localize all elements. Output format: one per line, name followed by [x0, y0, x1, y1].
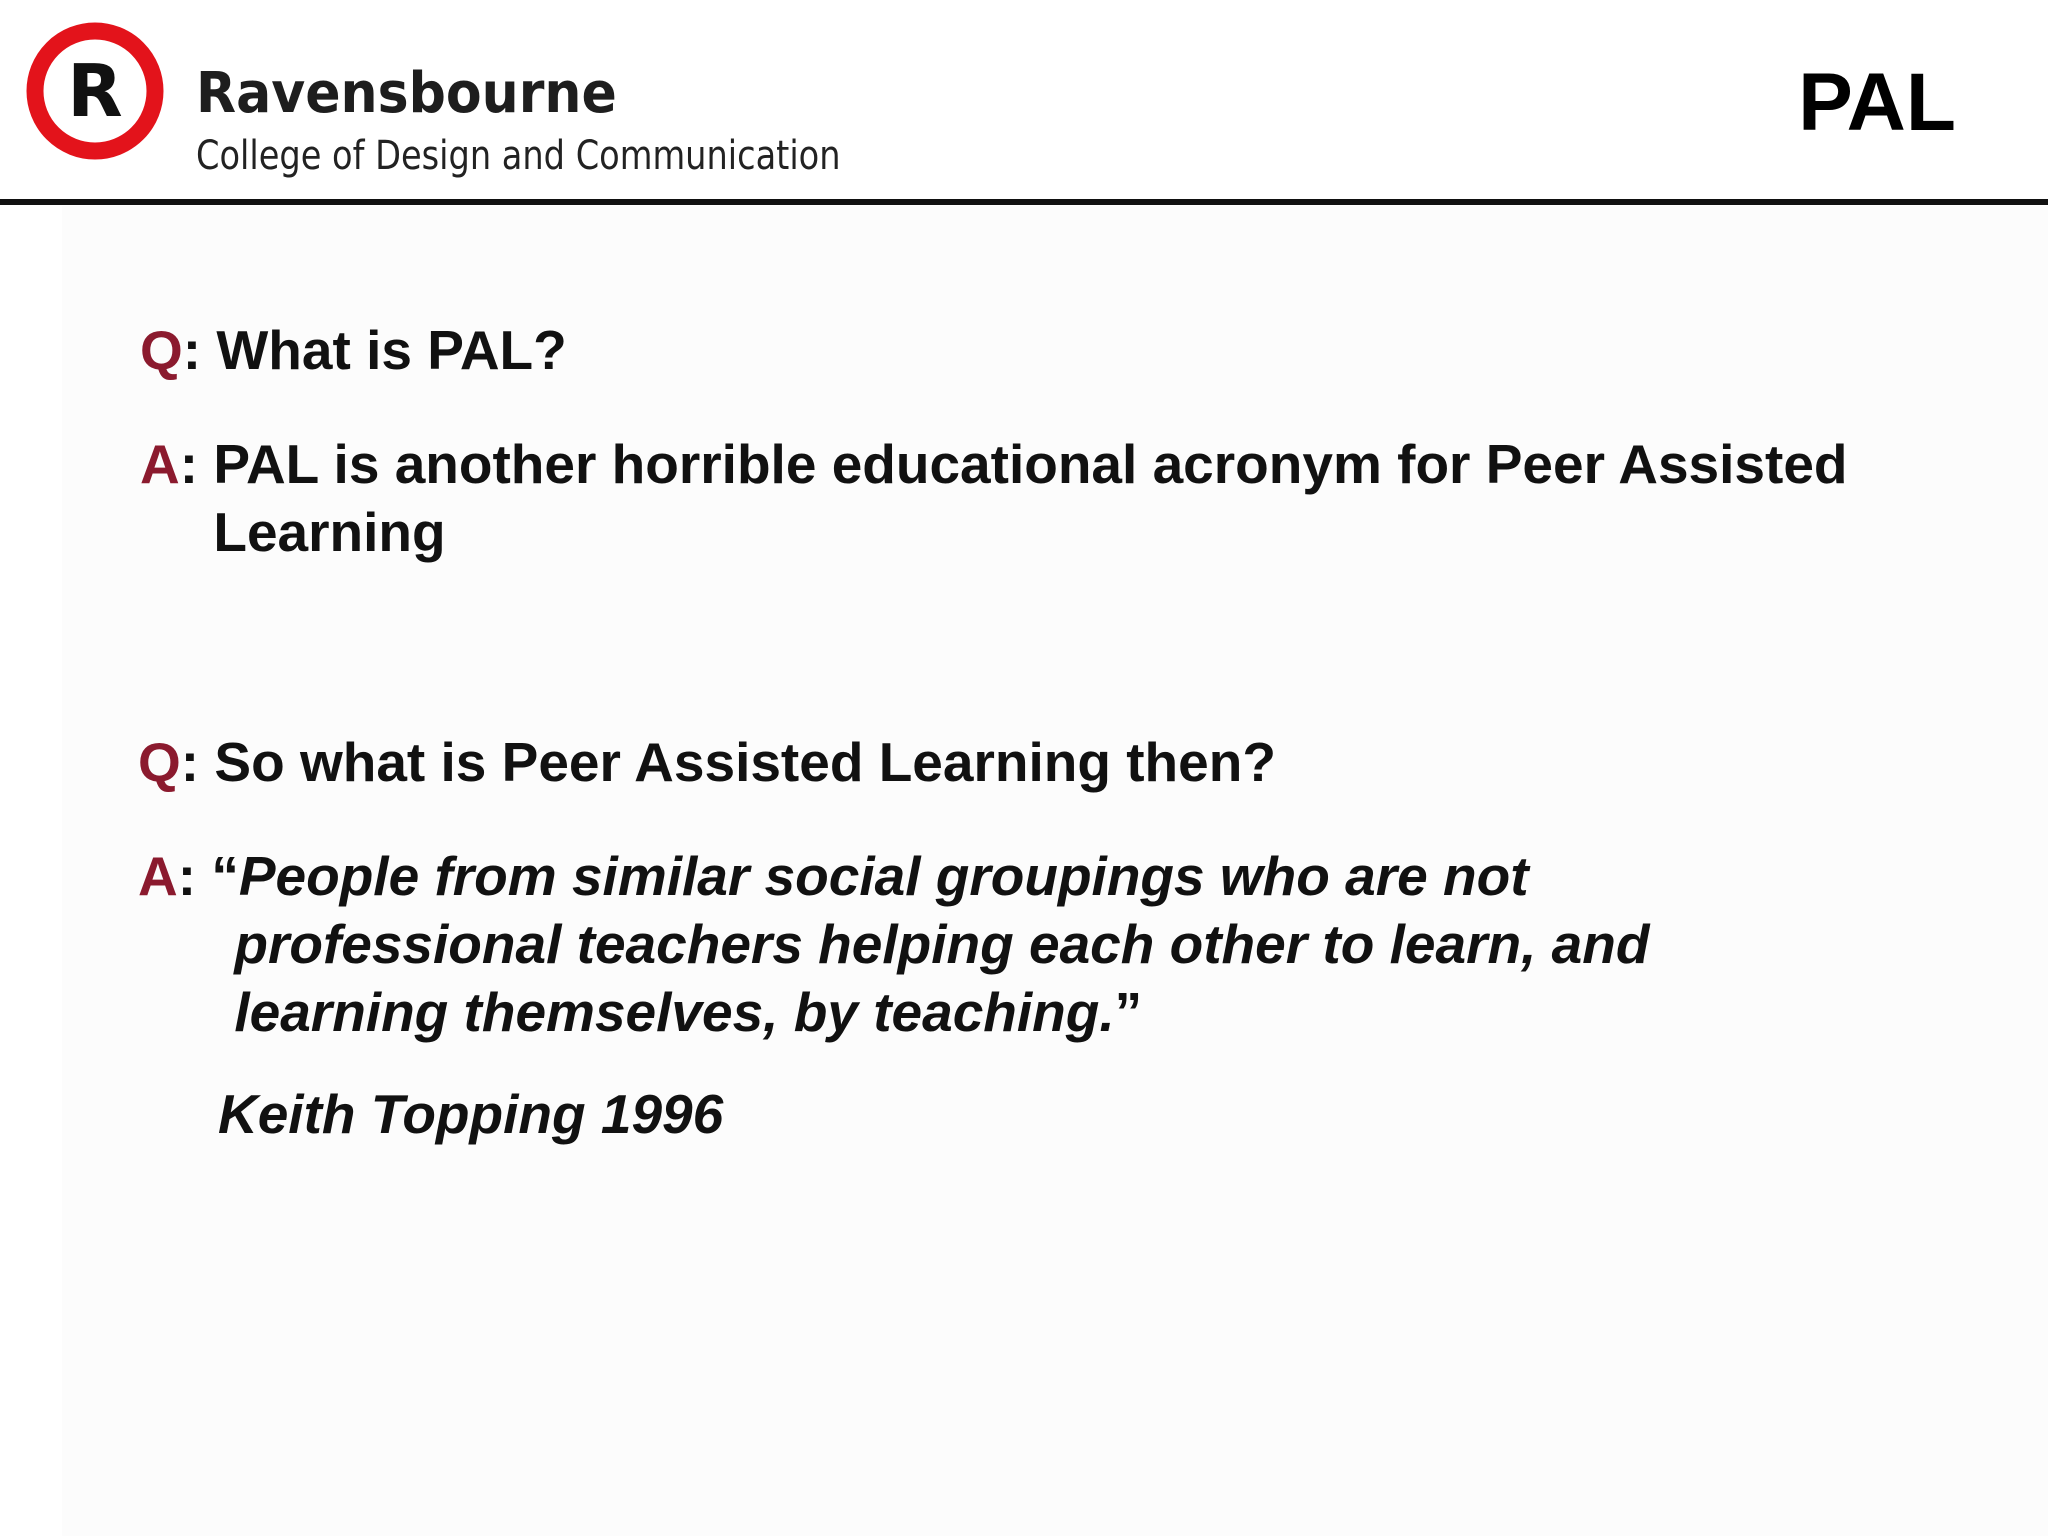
quote-text-line-3: learning themselves, by teaching.	[234, 981, 1115, 1043]
answer-1	[140, 430, 1848, 566]
quote-text-line-1: People from similar social groupings who are not	[238, 845, 1529, 907]
answer-marker: A	[140, 433, 180, 495]
answer-text-line-2: Learning	[213, 501, 446, 563]
quote-attribution: Keith Topping 1996	[218, 1083, 724, 1145]
question-colon: :	[182, 319, 202, 381]
question-2	[138, 728, 1276, 796]
open-quote-mark: “	[211, 845, 239, 907]
quote-text-line-2: professional teachers helping each other to learn, and	[234, 913, 1650, 975]
answer-2	[138, 842, 1649, 1046]
logo-name: Ravensbourne	[196, 61, 617, 126]
answer-colon: :	[177, 845, 197, 907]
header-divider	[0, 199, 2048, 205]
question-marker: Q	[138, 731, 181, 793]
answer-marker: A	[138, 845, 178, 907]
logo-letter: R	[67, 49, 123, 133]
answer-colon: :	[179, 433, 199, 495]
answer-text-line-1: PAL is another horrible educational acronym for Peer Assisted	[213, 433, 1848, 495]
question-marker: Q	[140, 319, 183, 381]
slide-title: PAL	[1798, 57, 1956, 148]
ravensbourne-logo-icon	[26, 22, 164, 160]
question-1	[140, 316, 567, 384]
logo-subtitle: College of Design and Communication	[196, 133, 841, 179]
question-colon: :	[180, 731, 200, 793]
question-text: So what is Peer Assisted Learning then?	[214, 731, 1276, 793]
question-text: What is PAL?	[216, 319, 567, 381]
close-quote-mark: ”	[1114, 981, 1143, 1043]
